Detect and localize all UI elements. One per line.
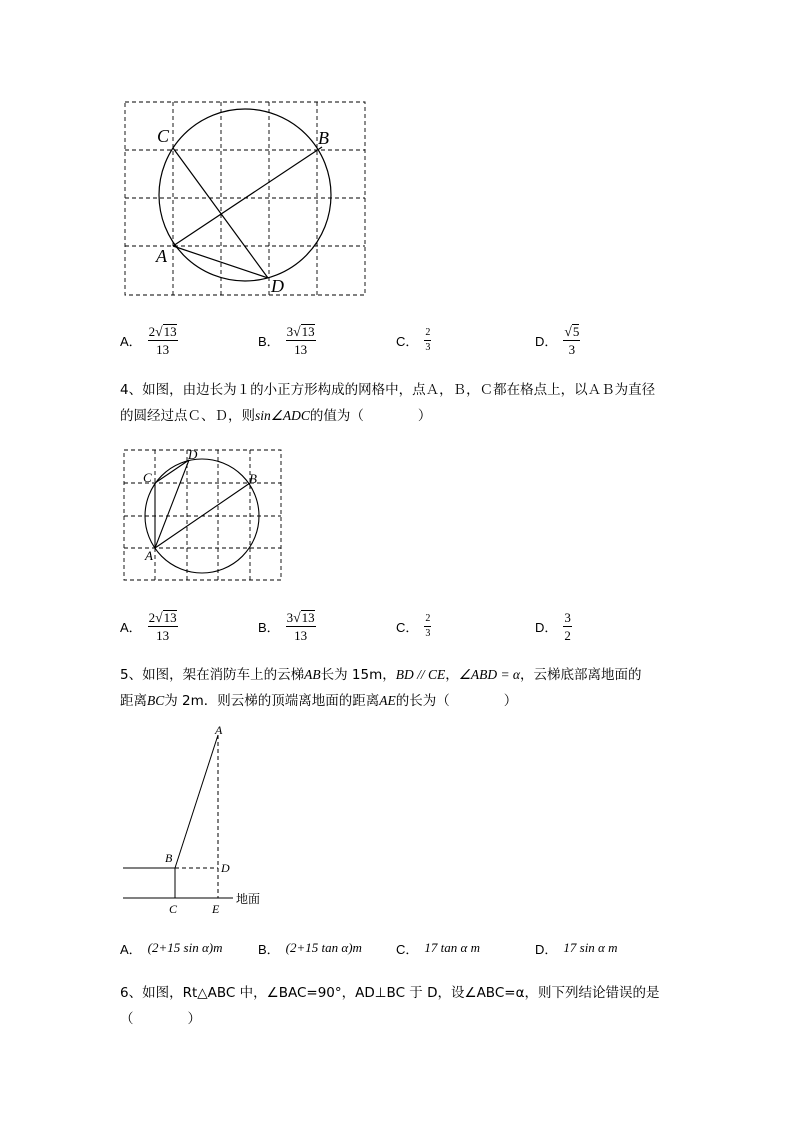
fraction: $\frac{2}{3}$	[425, 326, 431, 353]
q3-option-d[interactable]	[535, 320, 580, 360]
q5-option-c[interactable]	[396, 928, 480, 968]
q4-option-a[interactable]	[120, 606, 178, 646]
option-label: C．	[396, 619, 419, 635]
q6-line-2: （ ）	[120, 1011, 201, 1027]
fraction: 3 √ 13 13	[286, 609, 315, 644]
q4-options	[0, 606, 794, 646]
label-E: E	[212, 902, 220, 916]
circle	[159, 109, 331, 281]
q3-option-a[interactable]	[120, 320, 178, 360]
figure-4-grid-circle	[115, 440, 295, 590]
fraction: 2 √ 13 13	[148, 609, 177, 644]
question-4-text	[120, 377, 690, 429]
segment-AD	[155, 460, 189, 548]
q5-line-2: 距离BC为 2m．则云梯的顶端离地面的距离AE的长为（ ）	[120, 693, 518, 709]
q4-option-d[interactable]	[535, 606, 572, 646]
option-label: C．	[396, 941, 419, 957]
option-label: A．	[120, 619, 142, 635]
fraction: √ 5 3	[564, 323, 580, 358]
question-5-text	[120, 662, 690, 714]
segment-AB	[173, 147, 322, 246]
label-D: D	[271, 276, 284, 296]
q5-line-1: 5、如图，架在消防车上的云梯AB长为 15m，BD // CE，∠ABD = α，云梯底部离地面的	[120, 667, 642, 683]
label-B: B	[318, 128, 329, 148]
label-C: C	[169, 902, 178, 916]
label-B: B	[249, 471, 257, 486]
label-A: A	[156, 246, 167, 266]
q5-options	[0, 928, 794, 968]
option-expr: (2+15 sin α)m	[147, 940, 223, 955]
label-C: C	[157, 126, 170, 146]
q3-options	[0, 320, 794, 360]
segment-AB	[155, 483, 250, 548]
option-label: B．	[258, 941, 280, 957]
label-ground: 地面	[236, 892, 261, 906]
q4-line-2: 的圆经过点Ｃ、Ｄ，则sin∠ADC的值为（ ）	[120, 408, 432, 424]
option-label: A．	[120, 941, 142, 957]
fraction: $\frac{3}{2}$	[564, 609, 571, 643]
q6-line-1: 6、如图，Rt△ABC 中，∠BAC=90°，AD⊥BC 于 D，设∠ABC=α，则下列结论错误的是	[120, 985, 660, 1001]
q3-option-c[interactable]	[396, 320, 431, 360]
q5-option-a[interactable]	[120, 928, 223, 968]
label-B: B	[165, 851, 173, 865]
option-label: D．	[535, 333, 558, 349]
label-A: A	[215, 723, 223, 737]
option-label: B．	[258, 333, 280, 349]
q4-option-b[interactable]	[258, 606, 316, 646]
fraction: 2 √ 13 13	[148, 323, 177, 358]
segment-AB	[175, 735, 218, 868]
option-expr: 17 sin α m	[563, 940, 618, 955]
option-label: D．	[535, 941, 558, 957]
option-expr: 17 tan α m	[424, 940, 480, 955]
option-label: A．	[120, 333, 142, 349]
fraction: 3 √ 13 13	[286, 323, 315, 358]
label-C: C	[143, 470, 152, 485]
q4-line-1: 4、如图，由边长为１的小正方形构成的网格中，点Ａ，Ｂ，Ｃ都在格点上，以ＡＢ为直径	[120, 382, 656, 398]
option-label: C．	[396, 333, 419, 349]
figure-1-grid-circle	[110, 90, 380, 305]
label-D: D	[188, 447, 198, 462]
question-6-text	[120, 980, 690, 1032]
figure-5-ladder	[115, 722, 275, 922]
label-A: A	[145, 548, 153, 563]
q4-option-c[interactable]	[396, 606, 431, 646]
segment-CD	[155, 460, 189, 483]
option-label: B．	[258, 619, 280, 635]
fraction: $\frac{2}{3}$	[425, 612, 431, 639]
segment-AD	[173, 246, 268, 278]
label-D: D	[221, 861, 230, 875]
option-label: D．	[535, 619, 558, 635]
q3-option-b[interactable]	[258, 320, 316, 360]
q5-option-b[interactable]	[258, 928, 362, 968]
option-expr: (2+15 tan α)m	[285, 940, 362, 955]
q5-option-d[interactable]	[535, 928, 618, 968]
